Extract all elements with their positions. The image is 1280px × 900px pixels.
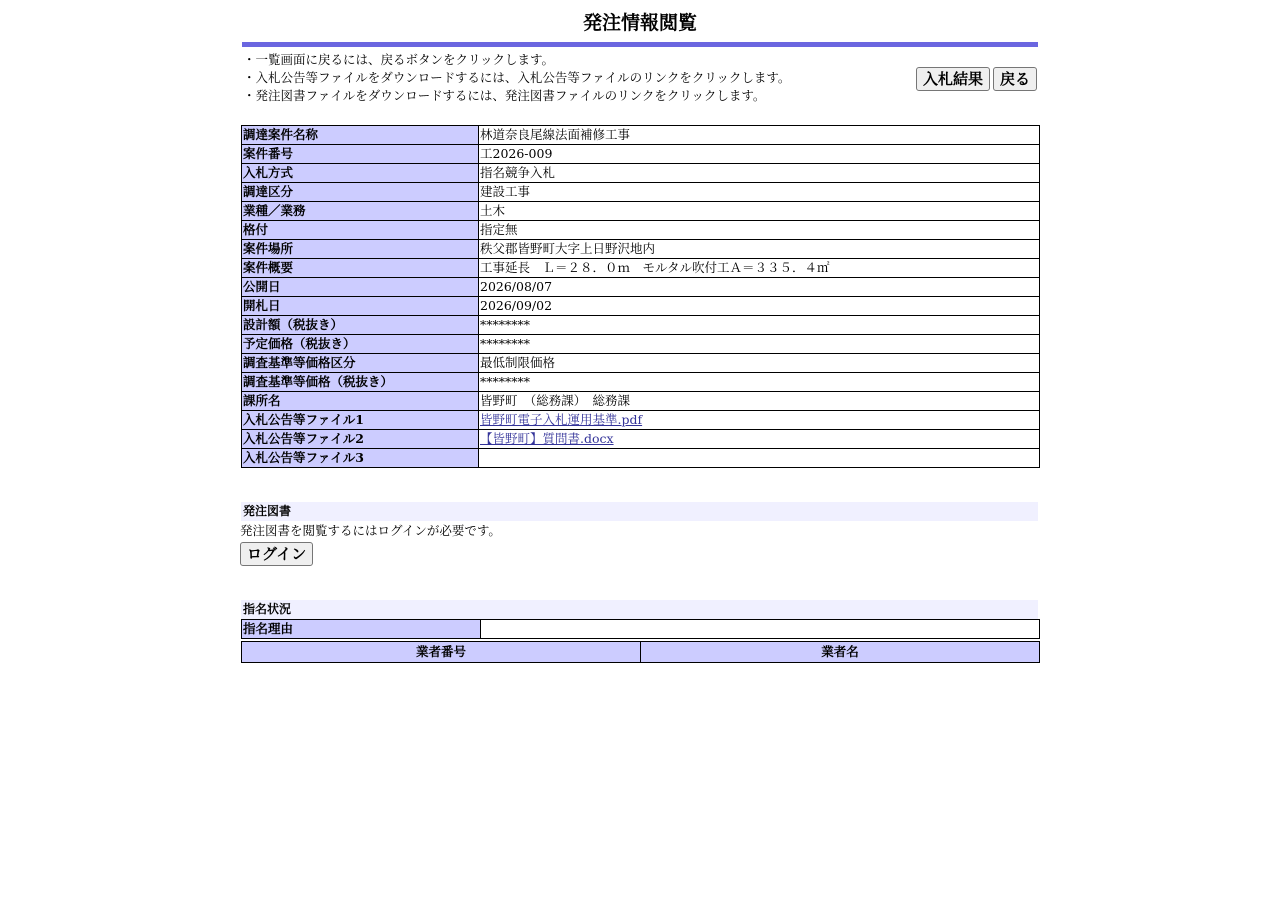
field-label: 設計額（税抜き） bbox=[242, 316, 479, 335]
table-row bbox=[242, 373, 1040, 392]
field-label: 案件概要 bbox=[242, 259, 479, 278]
login-required-message: 発注図書を閲覧するにはログインが必要です。 bbox=[240, 523, 501, 538]
field-value bbox=[479, 449, 1040, 468]
field-label: 調達案件名称 bbox=[242, 126, 479, 145]
instructions-area bbox=[241, 47, 1039, 125]
table-row bbox=[242, 221, 1040, 240]
top-button-group bbox=[916, 67, 1037, 91]
field-label: 入札方式 bbox=[242, 164, 479, 183]
vendor-table bbox=[241, 641, 1040, 663]
field-label: 公開日 bbox=[242, 278, 479, 297]
field-value: 皆野町 （総務課） 総務課 bbox=[479, 392, 1040, 411]
table-row bbox=[242, 126, 1040, 145]
table-row bbox=[242, 392, 1040, 411]
table-row bbox=[242, 183, 1040, 202]
table-row bbox=[242, 411, 1040, 430]
field-value: ******** bbox=[479, 335, 1040, 354]
login-button[interactable]: ログイン bbox=[240, 542, 313, 566]
field-value: 工事延長 Ｌ＝２８．０ｍ モルタル吹付工Ａ＝３３５．４㎡ bbox=[479, 259, 1040, 278]
table-row bbox=[242, 145, 1040, 164]
table-row bbox=[242, 354, 1040, 373]
column-header-vendor-name: 業者名 bbox=[641, 642, 1040, 663]
field-label: 業種／業務 bbox=[242, 202, 479, 221]
page-title: 発注情報閲覧 bbox=[582, 12, 697, 34]
page-container bbox=[241, 0, 1039, 663]
table-row bbox=[242, 240, 1040, 259]
field-label: 案件番号 bbox=[242, 145, 479, 164]
column-header-vendor-number: 業者番号 bbox=[242, 642, 641, 663]
field-value bbox=[479, 411, 1040, 430]
field-label: 格付 bbox=[242, 221, 479, 240]
designation-reason-label: 指名理由 bbox=[242, 620, 481, 639]
field-label: 予定価格（税抜き） bbox=[242, 335, 479, 354]
field-label: 調査基準等価格区分 bbox=[242, 354, 479, 373]
field-label: 入札公告等ファイル1 bbox=[242, 411, 479, 430]
drawings-section-heading: 発注図書 bbox=[241, 502, 1038, 521]
field-value: ******** bbox=[479, 373, 1040, 392]
file-download-link[interactable]: 【皆野町】質問書.docx bbox=[480, 431, 614, 446]
table-row bbox=[242, 297, 1040, 316]
field-value: ******** bbox=[479, 316, 1040, 335]
back-button[interactable]: 戻る bbox=[993, 67, 1037, 91]
instructions bbox=[243, 51, 790, 105]
table-row bbox=[242, 430, 1040, 449]
field-value: 林道奈良尾線法面補修工事 bbox=[479, 126, 1040, 145]
table-row bbox=[242, 278, 1040, 297]
field-value: 最低制限価格 bbox=[479, 354, 1040, 373]
table-row bbox=[242, 164, 1040, 183]
field-value bbox=[479, 430, 1040, 449]
bid-result-button[interactable]: 入札結果 bbox=[916, 67, 990, 91]
field-value: 2026/09/02 bbox=[479, 297, 1040, 316]
table-row bbox=[242, 202, 1040, 221]
table-row bbox=[242, 316, 1040, 335]
table-row bbox=[242, 449, 1040, 468]
field-label: 開札日 bbox=[242, 297, 479, 316]
field-label: 入札公告等ファイル2 bbox=[242, 430, 479, 449]
field-value: 2026/08/07 bbox=[479, 278, 1040, 297]
field-value: 指名競争入札 bbox=[479, 164, 1040, 183]
vendor-table-header bbox=[242, 642, 1040, 663]
designation-reason-value bbox=[481, 620, 1040, 639]
field-value: 秩父郡皆野町大字上日野沢地内 bbox=[479, 240, 1040, 259]
field-value: 工2026-009 bbox=[479, 145, 1040, 164]
table-row bbox=[242, 620, 1040, 639]
instruction-line: ・入札公告等ファイルをダウンロードするには、入札公告等ファイルのリンクをクリックします。 bbox=[243, 70, 791, 85]
field-value: 指定無 bbox=[479, 221, 1040, 240]
instruction-line: ・一覧画面に戻るには、戻るボタンをクリックします。 bbox=[243, 52, 555, 67]
field-label: 調査基準等価格（税抜き） bbox=[242, 373, 479, 392]
instruction-line: ・発注図書ファイルをダウンロードするには、発注図書ファイルのリンクをクリックします。 bbox=[243, 88, 766, 103]
table-row bbox=[242, 259, 1040, 278]
field-label: 調達区分 bbox=[242, 183, 479, 202]
field-value: 建設工事 bbox=[479, 183, 1040, 202]
field-value: 土木 bbox=[479, 202, 1040, 221]
table-row bbox=[242, 335, 1040, 354]
order-info-table bbox=[241, 125, 1040, 468]
designation-section-heading: 指名状況 bbox=[241, 600, 1038, 619]
file-download-link[interactable]: 皆野町電子入札運用基準.pdf bbox=[480, 412, 643, 427]
field-label: 入札公告等ファイル3 bbox=[242, 449, 479, 468]
field-label: 案件場所 bbox=[242, 240, 479, 259]
designation-reason-table bbox=[241, 619, 1040, 639]
field-label: 課所名 bbox=[242, 392, 479, 411]
